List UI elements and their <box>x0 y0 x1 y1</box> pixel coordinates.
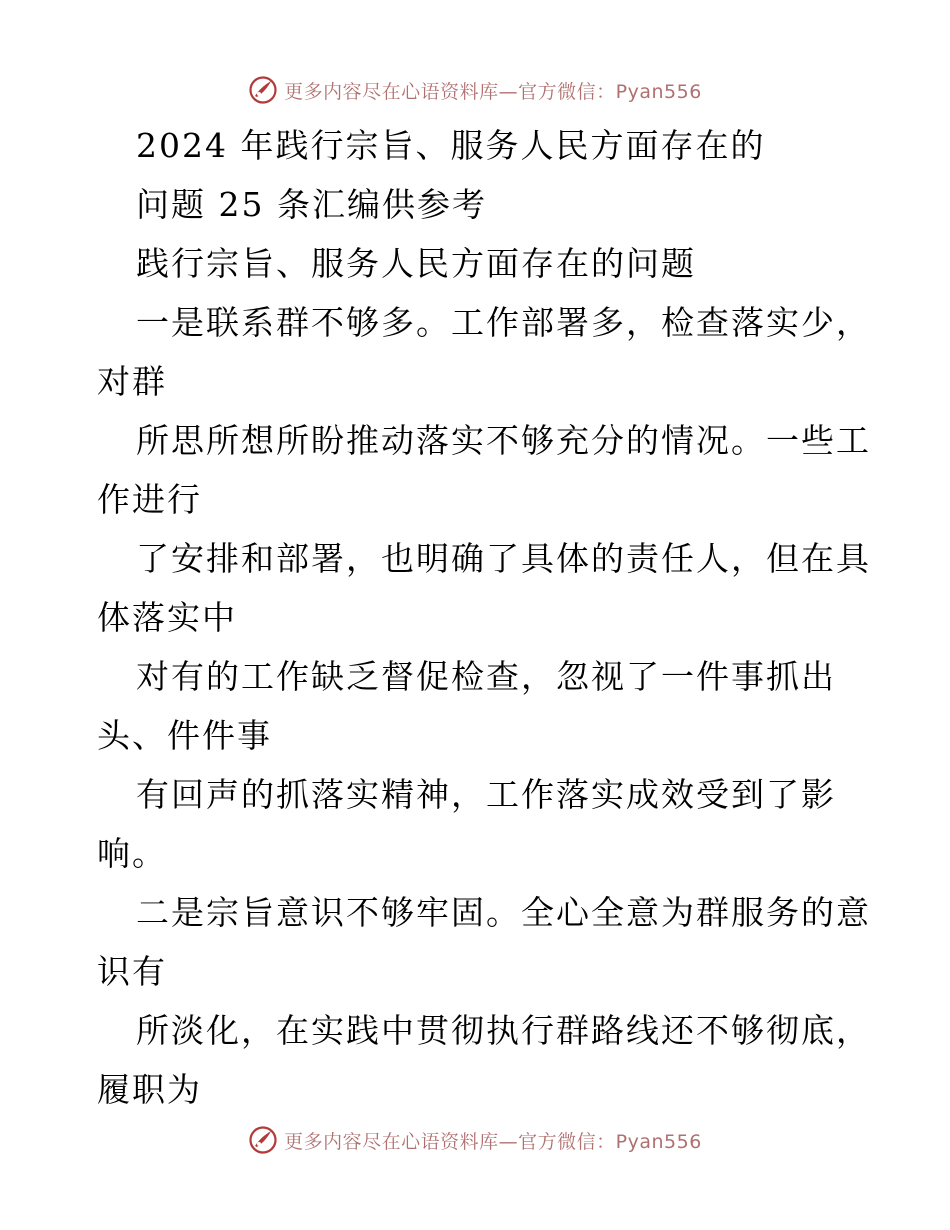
footer-watermark-text: 更多内容尽在心语资料库—官方微信：Pyan556 <box>284 1130 702 1153</box>
doc-paragraph-line: 履职为 <box>97 1070 202 1109</box>
doc-paragraph-line: 了安排和部署，也明确了具体的责任人，但在具 <box>136 539 871 578</box>
doc-title-line-2: 问题 25 条汇编供参考 <box>136 185 487 224</box>
doc-paragraph-line: 所思所想所盼推动落实不够充分的情况。一些工 <box>136 421 871 460</box>
pen-nib-logo-icon <box>248 1125 278 1155</box>
footer-watermark-banner <box>0 1120 950 1160</box>
doc-title-line-1: 2024 年践行宗旨、服务人民方面存在的 <box>136 126 766 165</box>
doc-paragraph-line: 对群 <box>97 362 167 401</box>
header-watermark-banner <box>0 70 950 110</box>
doc-paragraph-line: 头、件件事 <box>97 716 272 755</box>
doc-paragraph-line: 一是联系群不够多。工作部署多，检查落实少， <box>136 303 871 342</box>
doc-paragraph-line: 有回声的抓落实精神，工作落实成效受到了影 <box>136 775 836 814</box>
doc-paragraph-line: 体落实中 <box>97 598 237 637</box>
header-watermark-text: 更多内容尽在心语资料库—官方微信：Pyan556 <box>284 80 702 103</box>
doc-paragraph-line: 对有的工作缺乏督促检查，忽视了一件事抓出 <box>136 657 836 696</box>
doc-paragraph-line: 二是宗旨意识不够牢固。全心全意为群服务的意 <box>136 893 871 932</box>
pen-nib-logo-icon <box>248 75 278 105</box>
doc-paragraph-line: 响。 <box>97 834 167 873</box>
doc-section-heading: 践行宗旨、服务人民方面存在的问题 <box>136 244 696 283</box>
doc-paragraph-line: 识有 <box>97 952 167 991</box>
doc-paragraph-line: 所淡化，在实践中贯彻执行群路线还不够彻底， <box>136 1011 871 1050</box>
doc-paragraph-line: 作进行 <box>97 480 202 519</box>
